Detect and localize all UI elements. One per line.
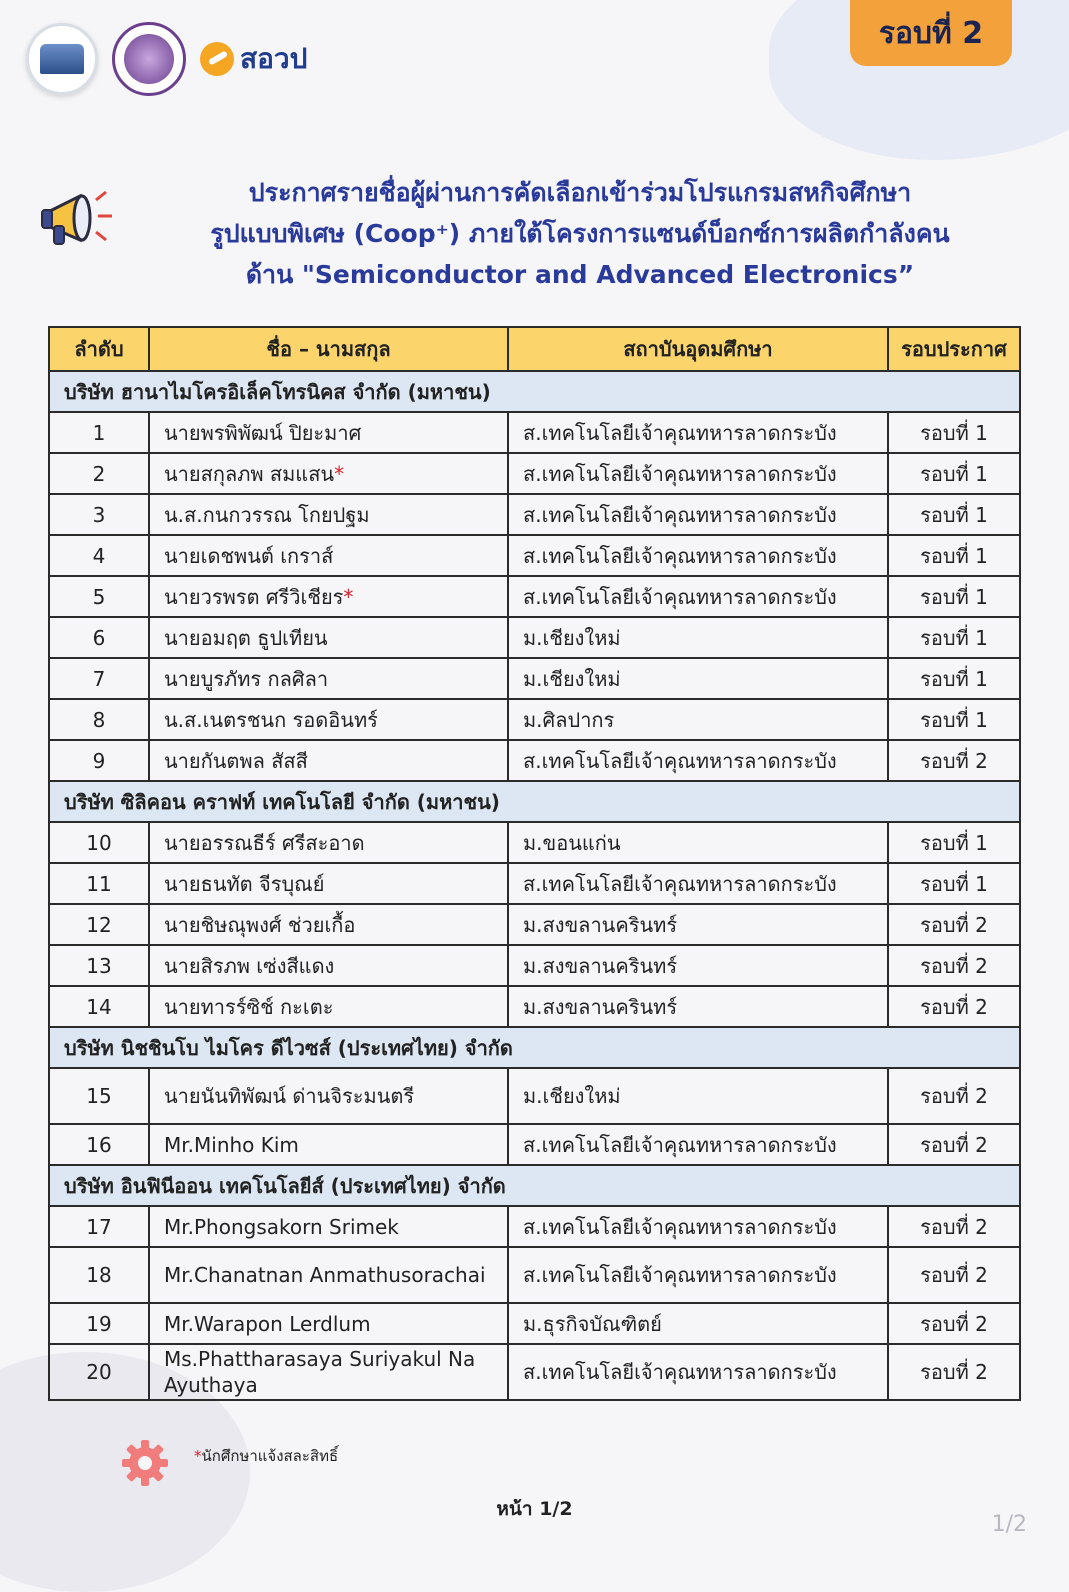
institution: ส.เทคโนโลยีเจ้าคุณทหารลาดกระบัง — [508, 494, 888, 535]
results-table — [48, 326, 1021, 1401]
footnote-text: นักศึกษาแจ้งสละสิทธิ์ — [201, 1447, 339, 1465]
institution: ส.เทคโนโลยีเจ้าคุณทหารลาดกระบัง — [508, 576, 888, 617]
header-round: รอบประกาศ — [888, 327, 1020, 371]
student-name — [149, 1344, 508, 1400]
table-row — [49, 699, 1020, 740]
student-name — [149, 453, 508, 494]
announcement-round: รอบที่ 1 — [888, 535, 1020, 576]
header-institution: สถาบันอุดมศึกษา — [508, 327, 888, 371]
table-row — [49, 822, 1020, 863]
student-name — [149, 1303, 508, 1344]
student-name-text: Mr.Chanatnan Anmathusorachai — [164, 1263, 486, 1287]
table-row — [49, 412, 1020, 453]
student-name-text: นายอมฤต ธูปเทียน — [164, 625, 328, 650]
institution: ม.เชียงใหม่ — [508, 617, 888, 658]
row-number: 18 — [49, 1247, 149, 1303]
announcement-round: รอบที่ 1 — [888, 822, 1020, 863]
student-name-text: Ms.Phattharasaya Suriyakul Na Ayuthaya — [164, 1347, 476, 1397]
student-name-text: นายบูรภัทร กลศิลา — [164, 666, 329, 691]
table-row — [49, 904, 1020, 945]
announcement-round: รอบที่ 1 — [888, 699, 1020, 740]
institution: ม.สงขลานครินทร์ — [508, 904, 888, 945]
student-name-text: นายกันตพล สัสสี — [164, 748, 308, 773]
institution: ส.เทคโนโลยีเจ้าคุณทหารลาดกระบัง — [508, 740, 888, 781]
student-name — [149, 945, 508, 986]
row-number: 16 — [49, 1124, 149, 1165]
institution: ส.เทคโนโลยีเจ้าคุณทหารลาดกระบัง — [508, 535, 888, 576]
student-name-text: นายอรรณธีร์ ศรีสะอาด — [164, 830, 365, 855]
page-counter: 1/2 — [991, 1512, 1027, 1537]
student-name — [149, 699, 508, 740]
table-row — [49, 863, 1020, 904]
institution: ส.เทคโนโลยีเจ้าคุณทหารลาดกระบัง — [508, 863, 888, 904]
announcement-title — [120, 172, 1040, 295]
student-name — [149, 1124, 508, 1165]
table-row — [49, 945, 1020, 986]
brand-logo — [200, 37, 307, 81]
row-number: 20 — [49, 1344, 149, 1400]
company-name: บริษัท ฮานาไมโครอิเล็คโทรนิคส จำกัด (มหาชน) — [49, 371, 1020, 412]
company-row — [49, 371, 1020, 412]
footnote-star: * — [194, 1447, 202, 1465]
title-line-1: ประกาศรายชื่อผู้ผ่านการคัดเลือกเข้าร่วมโปรแกรมสหกิจศึกษา — [248, 178, 912, 207]
student-name-text: นายเดชพนต์ เกราส์ — [164, 543, 334, 568]
row-number: 13 — [49, 945, 149, 986]
table-row — [49, 1303, 1020, 1344]
announcement-round: รอบที่ 2 — [888, 1247, 1020, 1303]
footnote — [194, 1444, 338, 1468]
company-name: บริษัท นิชชินโบ ไมโคร ดีไวซส์ (ประเทศไทย) จำกัด — [49, 1027, 1020, 1068]
table-row — [49, 1068, 1020, 1124]
row-number: 8 — [49, 699, 149, 740]
institution: ม.เชียงใหม่ — [508, 658, 888, 699]
announcement-round: รอบที่ 2 — [888, 1068, 1020, 1124]
student-name — [149, 535, 508, 576]
logo-row — [26, 22, 307, 96]
row-number: 9 — [49, 740, 149, 781]
row-number: 19 — [49, 1303, 149, 1344]
round-badge: รอบที่ 2 — [850, 0, 1012, 66]
announcement-round: รอบที่ 1 — [888, 494, 1020, 535]
institution: ม.สงขลานครินทร์ — [508, 986, 888, 1027]
institution: ส.เทคโนโลยีเจ้าคุณทหารลาดกระบัง — [508, 1247, 888, 1303]
institution: ม.สงขลานครินทร์ — [508, 945, 888, 986]
student-name-text: น.ส.กนกวรรณ โกยปฐม — [164, 502, 370, 527]
student-name-text: นายชิษณุพงศ์ ช่วยเกื้อ — [164, 912, 356, 937]
student-name — [149, 1206, 508, 1247]
row-number: 4 — [49, 535, 149, 576]
row-number: 5 — [49, 576, 149, 617]
table-row — [49, 576, 1020, 617]
student-name-text: นายธนทัต จีรบุณย์ — [164, 871, 325, 896]
table-row — [49, 1247, 1020, 1303]
table-row — [49, 535, 1020, 576]
student-name — [149, 1247, 508, 1303]
table-row — [49, 658, 1020, 699]
announcement-round: รอบที่ 2 — [888, 740, 1020, 781]
student-name — [149, 986, 508, 1027]
brand-mark-icon — [200, 42, 234, 76]
company-name: บริษัท อินฟินีออน เทคโนโลยีส์ (ประเทศไทย) จำกัด — [49, 1165, 1020, 1206]
table-header-row — [49, 327, 1020, 371]
institution: ส.เทคโนโลยีเจ้าคุณทหารลาดกระบัง — [508, 412, 888, 453]
student-name — [149, 617, 508, 658]
student-name-text: นายวรพรต ศรีวิเชียร — [164, 584, 344, 609]
announcement-round: รอบที่ 2 — [888, 1344, 1020, 1400]
row-number: 7 — [49, 658, 149, 699]
megaphone-icon — [40, 186, 116, 254]
student-name — [149, 822, 508, 863]
row-number: 17 — [49, 1206, 149, 1247]
table-body — [49, 371, 1020, 1400]
student-name — [149, 863, 508, 904]
announcement-round: รอบที่ 1 — [888, 863, 1020, 904]
student-name — [149, 740, 508, 781]
waived-star-marker: * — [343, 584, 354, 609]
institution: ม.ธุรกิจบัณฑิตย์ — [508, 1303, 888, 1344]
company-name: บริษัท ซิลิคอน คราฟท์ เทคโนโลยี จำกัด (มหาชน) — [49, 781, 1020, 822]
announcement-round: รอบที่ 2 — [888, 904, 1020, 945]
institution: ส.เทคโนโลยีเจ้าคุณทหารลาดกระบัง — [508, 453, 888, 494]
announcement-round: รอบที่ 1 — [888, 412, 1020, 453]
row-number: 14 — [49, 986, 149, 1027]
row-number: 11 — [49, 863, 149, 904]
school-logo-icon — [26, 23, 98, 95]
student-name-text: นายนันทิพัฒน์ ด่านจิระมนตรี — [164, 1084, 415, 1108]
announcement-round: รอบที่ 2 — [888, 986, 1020, 1027]
student-name — [149, 576, 508, 617]
title-line-3: ด้าน "Semiconductor and Advanced Electronics” — [245, 260, 915, 289]
table-row — [49, 1344, 1020, 1400]
row-number: 2 — [49, 453, 149, 494]
header-no: ลำดับ — [49, 327, 149, 371]
institution: ส.เทคโนโลยีเจ้าคุณทหารลาดกระบัง — [508, 1124, 888, 1165]
page-label: หน้า 1/2 — [496, 1498, 573, 1520]
student-name — [149, 904, 508, 945]
table-row — [49, 453, 1020, 494]
institution: ส.เทคโนโลยีเจ้าคุณทหารลาดกระบัง — [508, 1206, 888, 1247]
company-row — [49, 1027, 1020, 1068]
row-number: 15 — [49, 1068, 149, 1124]
table-row — [49, 740, 1020, 781]
brand-name: สอวป — [240, 42, 308, 75]
student-name-text: นายทารร์ซิช์ กะเตะ — [164, 994, 334, 1019]
announcement-round: รอบที่ 2 — [888, 1124, 1020, 1165]
table-row — [49, 494, 1020, 535]
student-name-text: นายสกุลภพ สมแสน — [164, 461, 335, 486]
student-name-text: นายพรพิพัฒน์ ปิยะมาศ — [164, 420, 362, 445]
announcement-round: รอบที่ 1 — [888, 658, 1020, 699]
row-number: 1 — [49, 412, 149, 453]
university-seal-icon — [112, 22, 186, 96]
waived-star-marker: * — [334, 461, 345, 486]
student-name — [149, 658, 508, 699]
title-line-2: รูปแบบพิเศษ (Coop⁺) ภายใต้โครงการแซนด์บ็อกซ์การผลิตกำลังคน — [210, 219, 950, 248]
company-row — [49, 1165, 1020, 1206]
announcement-round: รอบที่ 1 — [888, 453, 1020, 494]
student-name-text: นายสิรภพ เซ่งสีแดง — [164, 953, 335, 978]
table-row — [49, 1206, 1020, 1247]
row-number: 12 — [49, 904, 149, 945]
institution: ม.ขอนแก่น — [508, 822, 888, 863]
announcement-round: รอบที่ 2 — [888, 1303, 1020, 1344]
student-name-text: Mr.Minho Kim — [164, 1132, 299, 1157]
row-number: 6 — [49, 617, 149, 658]
announcement-round: รอบที่ 2 — [888, 1206, 1020, 1247]
table-row — [49, 617, 1020, 658]
student-name — [149, 494, 508, 535]
row-number: 10 — [49, 822, 149, 863]
student-name-text: น.ส.เนตรชนก รอดอินทร์ — [164, 707, 378, 732]
announcement-round: รอบที่ 2 — [888, 945, 1020, 986]
student-name-text: Mr.Phongsakorn Srimek — [164, 1214, 399, 1239]
table-row — [49, 1124, 1020, 1165]
row-number: 3 — [49, 494, 149, 535]
student-name — [149, 412, 508, 453]
company-row — [49, 781, 1020, 822]
announcement-round: รอบที่ 1 — [888, 576, 1020, 617]
announcement-round: รอบที่ 1 — [888, 617, 1020, 658]
institution: ส.เทคโนโลยีเจ้าคุณทหารลาดกระบัง — [508, 1344, 888, 1400]
institution: ม.เชียงใหม่ — [508, 1068, 888, 1124]
table-row — [49, 986, 1020, 1027]
student-name — [149, 1068, 508, 1124]
student-name-text: Mr.Warapon Lerdlum — [164, 1311, 371, 1336]
gear-icon — [120, 1438, 170, 1488]
institution: ม.ศิลปากร — [508, 699, 888, 740]
header-name: ชื่อ – นามสกุล — [149, 327, 508, 371]
